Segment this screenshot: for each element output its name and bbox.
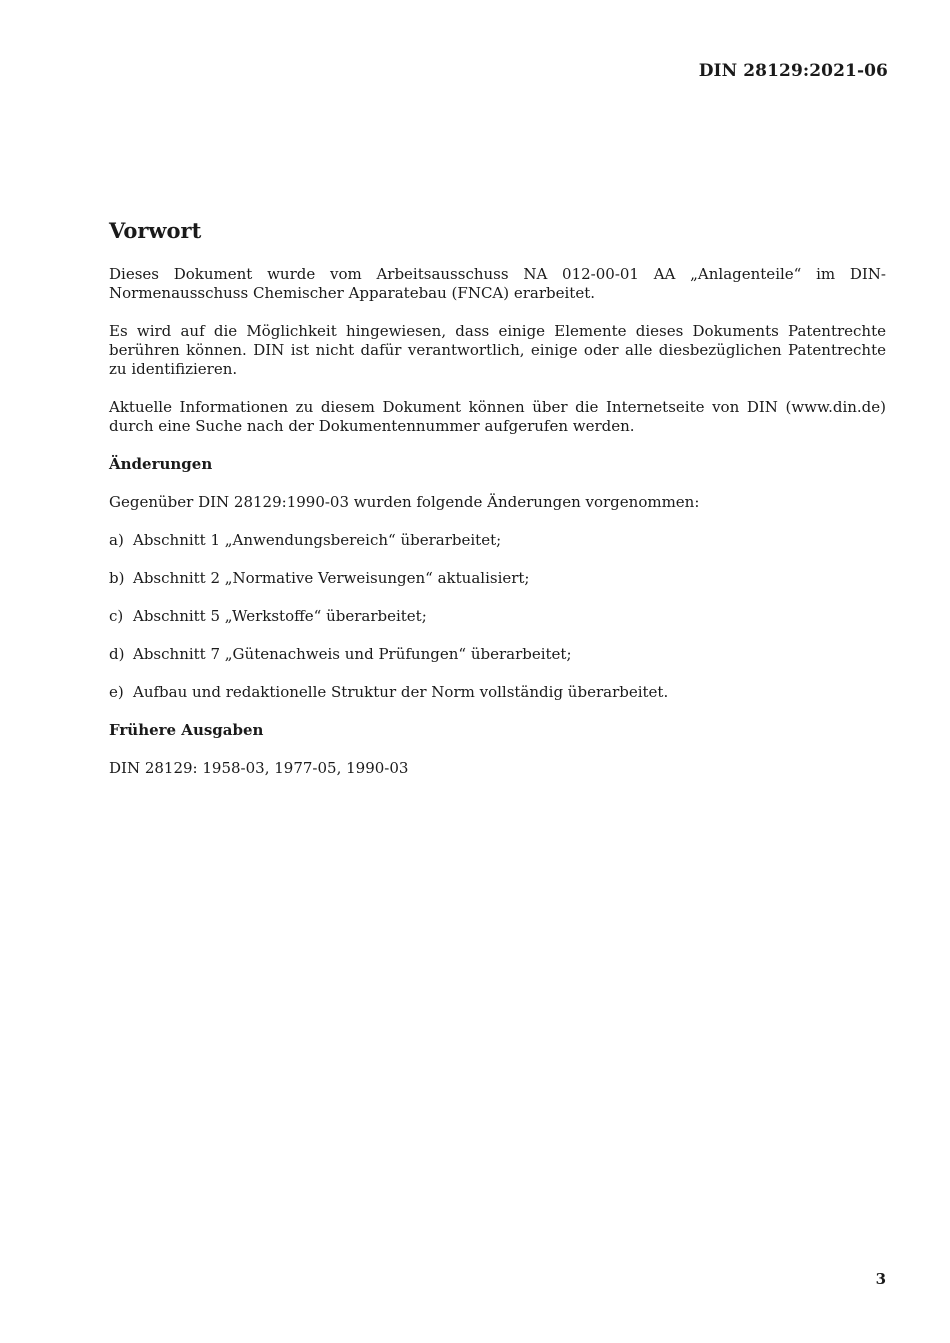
list-item-text: Abschnitt 2 „Normative Verweisungen“ aktualisiert; <box>133 569 530 587</box>
list-item <box>109 645 886 664</box>
list-item-text: Abschnitt 5 „Werkstoffe“ überarbeitet; <box>133 607 427 625</box>
list-item-marker: a) <box>109 531 124 549</box>
page-number: 3 <box>875 1270 886 1288</box>
foreword-title: Vorwort <box>109 218 202 243</box>
previous-editions-heading: Frühere Ausgaben <box>109 721 264 739</box>
foreword-paragraph: Es wird auf die Möglichkeit hingewiesen, dass einige Elemente dieses Dokuments Patentrechte berühren können. DIN ist nicht dafür verantwortlich, einige oder alle diesbezüglichen Patentrechte zu identifizieren. <box>109 322 886 378</box>
list-item-text: Aufbau und redaktionelle Struktur der Norm vollständig überarbeitet. <box>133 683 669 701</box>
foreword-paragraph: Dieses Dokument wurde vom Arbeitsausschuss NA 012-00-01 AA „Anlagenteile“ im DIN-Normenausschuss Chemischer Apparatebau (FNCA) erarbeitet. <box>109 265 886 302</box>
list-item <box>109 683 886 702</box>
list-item-marker: d) <box>109 645 125 663</box>
list-item-marker: c) <box>109 607 124 625</box>
previous-editions-text: DIN 28129: 1958-03, 1977-05, 1990-03 <box>109 759 409 777</box>
changes-heading: Änderungen <box>109 455 213 473</box>
list-item <box>109 531 886 550</box>
changes-list <box>109 531 886 702</box>
document-body <box>109 216 886 797</box>
list-item-text: Abschnitt 1 „Anwendungsbereich“ überarbeitet; <box>133 531 502 549</box>
list-item <box>109 607 886 626</box>
list-item-marker: b) <box>109 569 125 587</box>
changes-intro: Gegenüber DIN 28129:1990-03 wurden folgende Änderungen vorgenommen: <box>109 493 700 511</box>
list-item <box>109 569 886 588</box>
foreword-paragraph: Aktuelle Informationen zu diesem Dokument können über die Internetseite von DIN (www.din.de) durch eine Suche nach der Dokumentennummer aufgerufen werden. <box>109 398 886 435</box>
document-id: DIN 28129:2021-06 <box>698 61 888 81</box>
list-item-text: Abschnitt 7 „Gütenachweis und Prüfungen“ überarbeitet; <box>133 645 572 663</box>
list-item-marker: e) <box>109 683 124 701</box>
